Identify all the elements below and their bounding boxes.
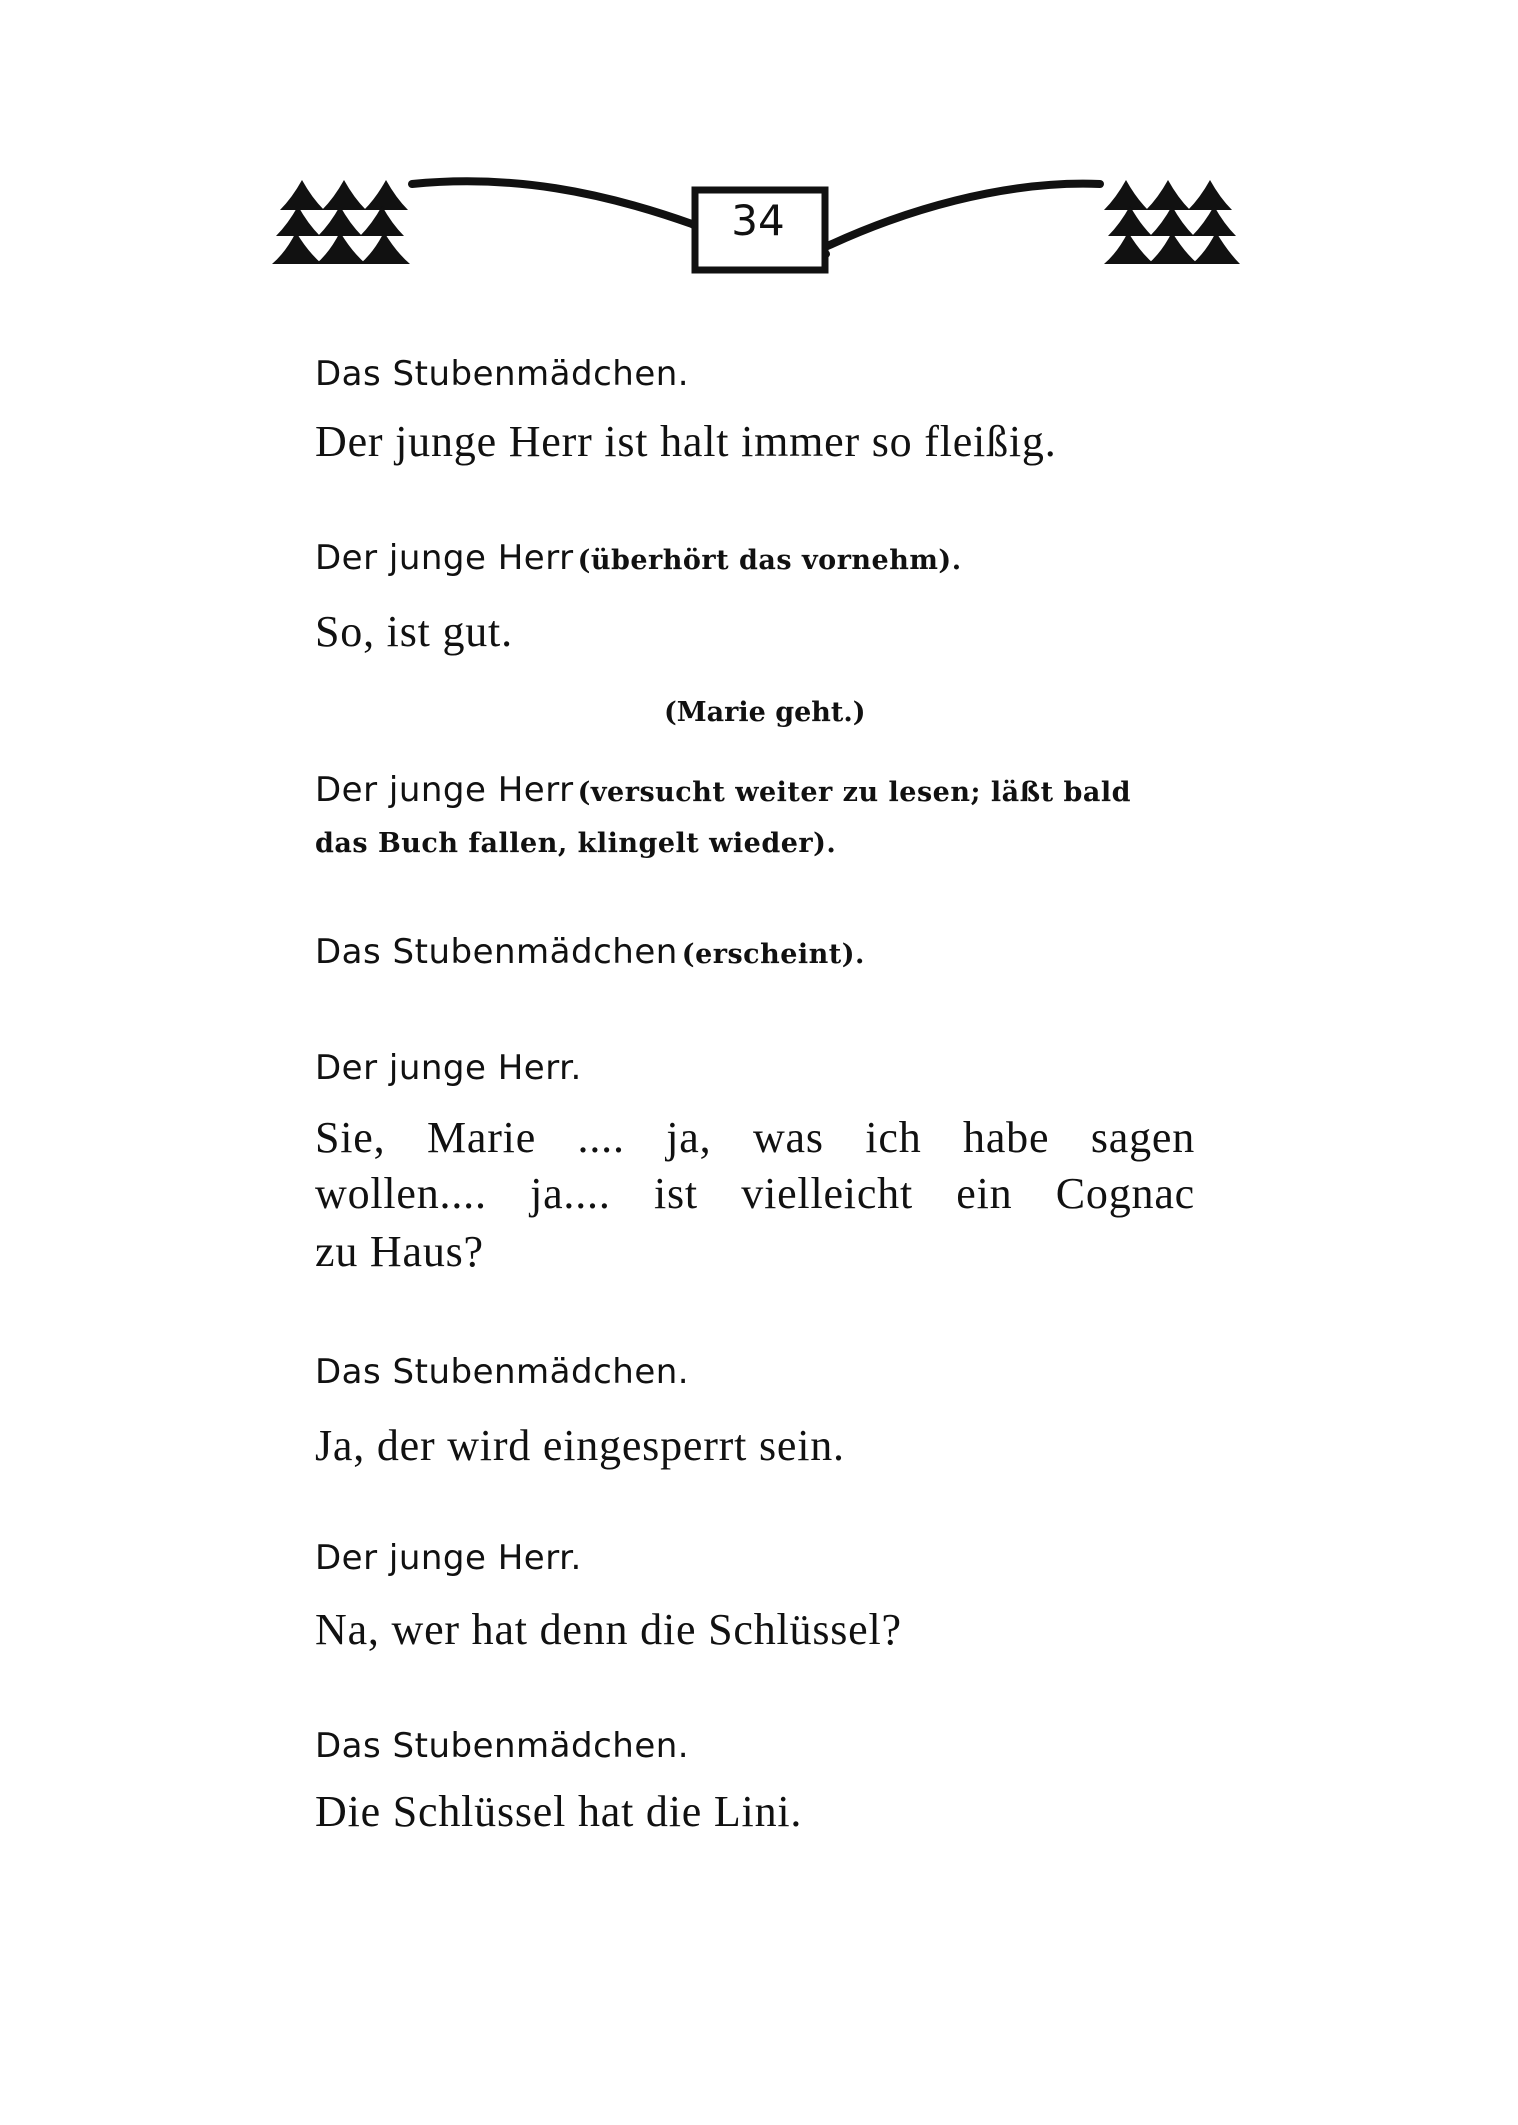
speaker-junger-herr: Der junge Herr. [315,1048,582,1088]
speaker-stubenmaedchen: Das Stubenmädchen. [315,354,690,394]
stage-direction-centered: (Marie geht.) [664,697,866,728]
stage-line [315,538,962,578]
speech-line: Ja, der wird eingesperrt sein. [315,1421,845,1470]
speech-line: Na, wer hat denn die Schlüssel? [315,1605,902,1654]
speech-line: Die Schlüssel hat die Lini. [315,1787,803,1836]
speech-line: zu Haus? [315,1227,484,1276]
left-swash [412,181,703,248]
stage-direction: das Buch fallen, klingelt wieder). [315,828,837,859]
speech-line: So, ist gut. [315,607,513,656]
speech-line: Sie, Marie .... ja, was ich habe sagen [315,1113,1195,1162]
speaker-stubenmaedchen: Das Stubenmädchen. [315,1726,690,1766]
speaker-junger-herr: Der junge Herr [315,770,574,810]
stage-line [315,932,865,972]
stage-direction: (erscheint). [681,939,865,970]
speaker-stubenmaedchen: Das Stubenmädchen. [315,1352,690,1392]
speaker-junger-herr: Der junge Herr [315,538,574,578]
speech-line: Der junge Herr ist halt immer so fleißig. [315,417,1057,466]
right-ornament-cluster [1104,180,1240,264]
stage-line [315,770,1131,810]
stage-direction: (versucht weiter zu lesen; läßt bald [577,777,1132,808]
stage-direction: (überhört das vornehm). [577,545,962,576]
speaker-junger-herr: Der junge Herr. [315,1538,582,1578]
page-number: 34 [731,196,785,245]
speaker-stubenmaedchen: Das Stubenmädchen [315,932,678,972]
left-ornament-cluster [272,180,410,264]
speech-line: wollen.... ja.... ist vielleicht ein Cognac [315,1169,1195,1218]
right-swash [820,184,1100,254]
